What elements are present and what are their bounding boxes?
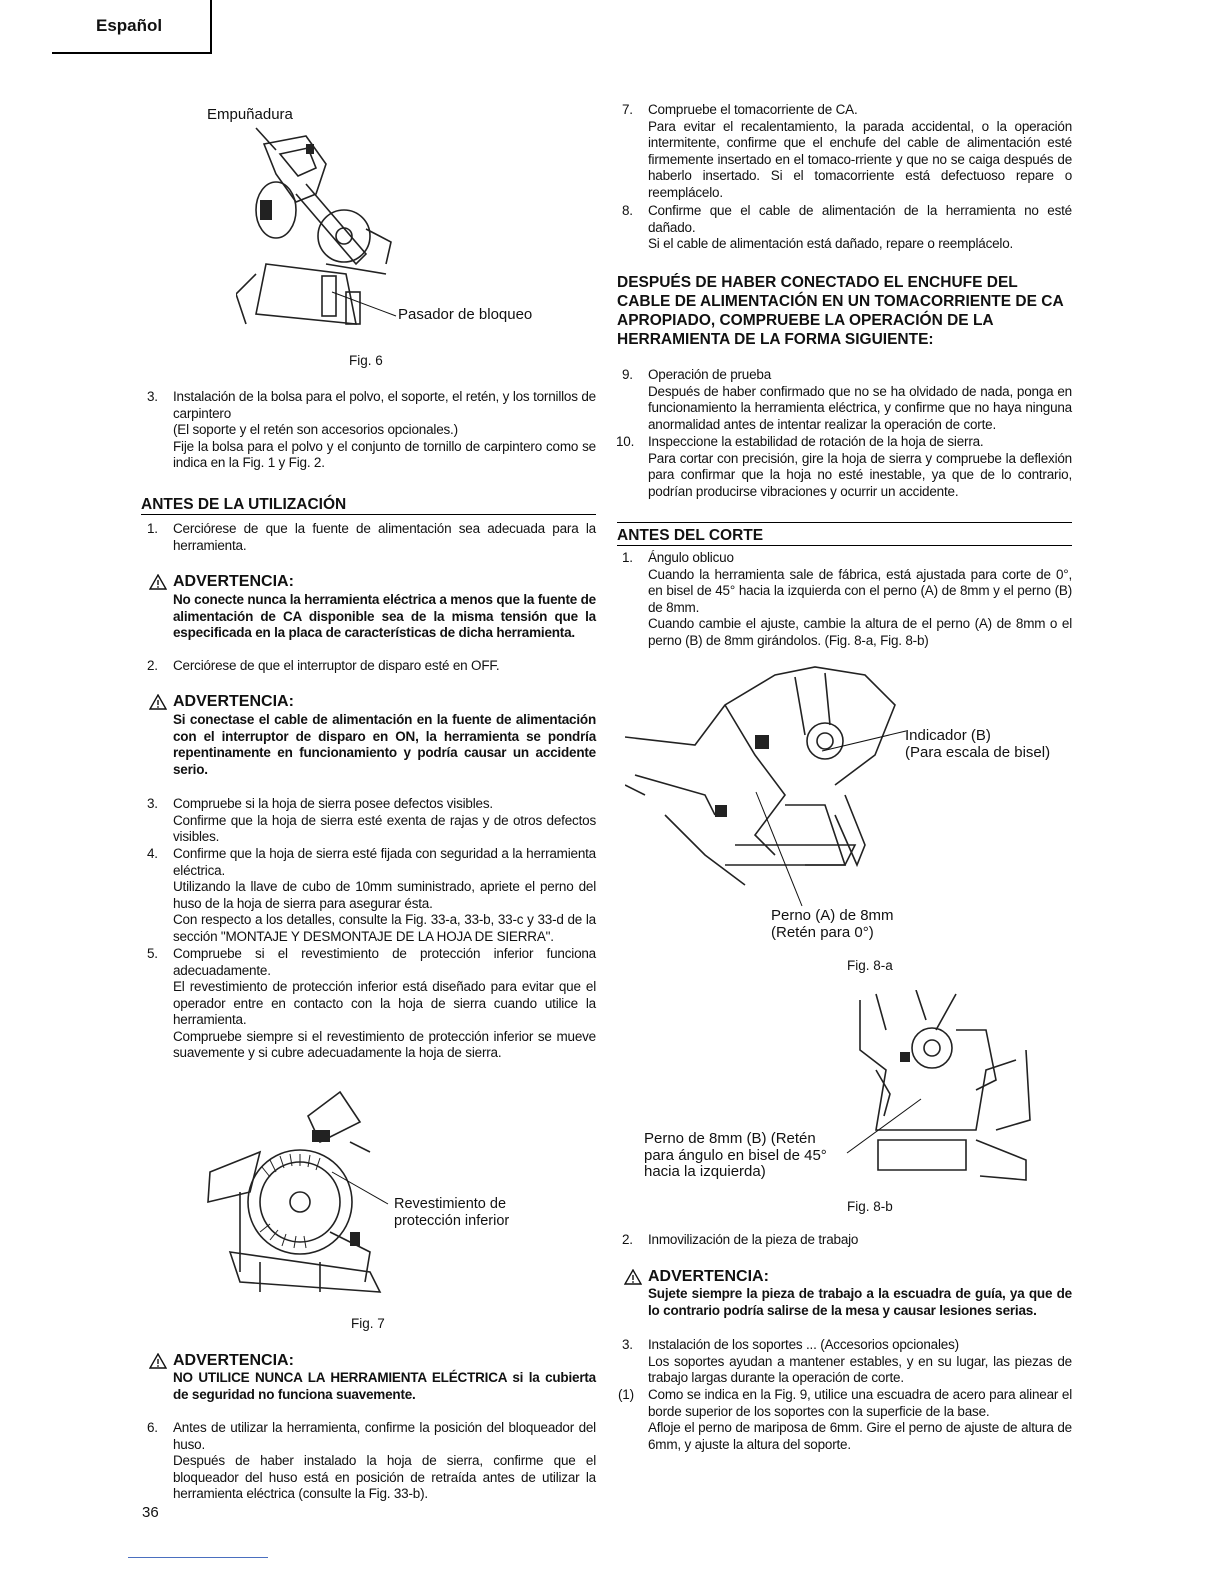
- item-number: 10.: [616, 434, 635, 449]
- item-number: 4.: [147, 846, 158, 861]
- item-text: Afloje el perno de mariposa de 6mm. Gire el perno de ajuste de altura de 6mm, y ajuste la altura del soporte.: [648, 1420, 1072, 1452]
- warning-text: Si conectase el cable de alimentación en la fuente de alimentación con el interruptor de disparo en ON, la herramienta se pondría repentinamente en funcionamiento y podría causar un accidente serio.: [173, 712, 596, 777]
- item-text: (El soporte y el retén son accesorios opcionales.): [173, 422, 458, 437]
- fig8a-bolt-label: [771, 907, 894, 941]
- item-number: 5.: [147, 946, 158, 961]
- fig8b-caption: Fig. 8-b: [847, 1199, 893, 1214]
- list-item: [147, 658, 596, 675]
- fig7-guard-leader: [330, 1170, 392, 1210]
- item-text: Inmovilización de la pieza de trabajo: [648, 1232, 859, 1247]
- list-item: [147, 946, 596, 1062]
- fig8b-bolt-label-line: Perno de 8mm (B) (Retén: [644, 1130, 816, 1147]
- list-item: [147, 846, 596, 945]
- warning-triangle-icon: [149, 574, 167, 590]
- list-item: [622, 1337, 1072, 1387]
- item-text: Como se indica en la Fig. 9, utilice una escuadra de acero para alinear el borde superior de los soportes con la superficie de la base.: [648, 1387, 1072, 1419]
- item-text: Cuando la herramienta sale de fábrica, está ajustada para corte de 0°, en bisel de 45° hacia la izquierda con el perno (A) de 8mm y el perno (B) de 8mm.: [648, 566, 1072, 615]
- item-text: El revestimiento de protección inferior está diseñado para evitar que el operador entre en contacto con la hoja de sierra cuando utilice la herramienta.: [173, 979, 596, 1027]
- fig7-caption: Fig. 7: [351, 1316, 385, 1331]
- item-text: Confirme que la hoja de sierra esté fijada con seguridad a la herramienta eléctrica.: [173, 846, 596, 878]
- item-text: Para cortar con precisión, gire la hoja de sierra y compruebe la deflexión para confirmar que la hoja no esté inestable, ya que de lo contrario, podrían producirse vibraciones y ocurrir un accidente.: [648, 450, 1072, 499]
- fig7-guard-label-line: Revestimiento de: [394, 1196, 507, 1212]
- item-number: 7.: [622, 102, 633, 117]
- warning-heading: [624, 1268, 769, 1286]
- after-connect-heading: DESPUÉS DE HABER CONECTADO EL ENCHUFE DEL CABLE DE ALIMENTACIÓN EN UN TOMACORRIENTE DE CA APROPIADO, COMPRUEBE LA OPERACIÓN DE LA HERRAMIENTA DE LA FORMA SIGUIENTE:: [617, 274, 1064, 348]
- fig8b-bolt-leader: [845, 1095, 925, 1157]
- list-item: [622, 203, 1072, 253]
- list-item: [622, 102, 1072, 201]
- item-text: Los soportes ayudan a mantener estables, y en su lugar, las piezas de trabajo largas durante la operación de corte.: [648, 1353, 1072, 1385]
- item-number: 6.: [147, 1420, 158, 1435]
- item-number: 3.: [147, 796, 158, 811]
- fig6-pin-label: Pasador de bloqueo: [398, 306, 533, 323]
- warning-text: Sujete siempre la pieza de trabajo a la escuadra de guía, ya que de lo contrario podría salirse de la mesa y causar lesiones serias.: [648, 1286, 1072, 1318]
- fig6-caption: Fig. 6: [349, 353, 383, 368]
- list-item: [616, 434, 1072, 500]
- section-heading-antes-corte: ANTES DEL CORTE: [617, 527, 1072, 546]
- language-tab: [52, 0, 212, 54]
- item-text: Cerciórese de que el interruptor de disparo esté en OFF.: [173, 658, 500, 673]
- item-number: 3.: [622, 1337, 633, 1352]
- list-item: [147, 796, 596, 846]
- item-text: Cuando cambie el ajuste, cambie la altura de el perno (A) de 8mm o el perno (B) de 8mm girándolos. (Fig. 8-a, Fig. 8-b): [648, 616, 1072, 648]
- item-text: Instalación de la bolsa para el polvo, el soporte, el retén, y los tornillos de carpintero: [173, 389, 596, 421]
- item-text: Antes de utilizar la herramienta, confirme la posición del bloqueador del huso.: [173, 1420, 596, 1452]
- item-text: Confirme que el cable de alimentación de la herramienta no esté dañado.: [648, 203, 1072, 235]
- list-item: [147, 521, 596, 554]
- item-text: Inspeccione la estabilidad de rotación de la hoja de sierra.: [648, 434, 984, 449]
- item-number: (1): [618, 1387, 634, 1402]
- warning-title: ADVERTENCIA:: [173, 1352, 294, 1369]
- warning-text: No conecte nunca la herramienta eléctrica a menos que la fuente de alimentación de CA disponible sea de la misma tensión que la especificada en la placa de características de dicha herramienta.: [173, 592, 596, 640]
- item-number: 1.: [622, 550, 633, 565]
- item-text: Utilizando la llave de cubo de 10mm suministrado, apriete el perno del huso de la hoja de sierra para asegurar ésta.: [173, 879, 596, 911]
- list-item: [147, 1420, 596, 1503]
- fig8b-bolt-label-line: hacia la izquierda): [644, 1163, 766, 1180]
- item-number: 8.: [622, 203, 633, 218]
- warning-triangle-icon: [624, 1269, 642, 1285]
- section-heading-antes-utilizacion: ANTES DE LA UTILIZACIÓN: [141, 496, 596, 515]
- warning-heading: [149, 693, 294, 711]
- item-text: Con respecto a los detalles, consulte la Fig. 33-a, 33-b, 33-c y 33-d de la sección "MONTAJE Y DESMONTAJE DE LA HOJA DE SIERRA".: [173, 912, 596, 944]
- fig8b-bevel-illustration: [856, 990, 1036, 1190]
- fig8a-indicator-label-line: Indicador (B): [905, 727, 991, 744]
- item-text: Compruebe si el revestimiento de protección inferior funciona adecuadamente.: [173, 946, 596, 978]
- item-number: 2.: [622, 1232, 633, 1247]
- item-text: Compruebe si la hoja de sierra posee defectos visibles.: [173, 796, 493, 811]
- fig8a-caption: Fig. 8-a: [847, 958, 893, 973]
- item-text: Compruebe siempre si el revestimiento de protección inferior se mueve suavemente y si cubre adecuadamente la hoja de sierra.: [173, 1028, 596, 1060]
- item-text: Cerciórese de que la fuente de alimentación sea adecuada para la herramienta.: [173, 521, 596, 553]
- fig8a-indicator-label-line: (Para escala de bisel): [905, 744, 1051, 761]
- fig7-guard-label: [394, 1196, 509, 1230]
- warning-triangle-icon: [149, 694, 167, 710]
- list-item: [147, 389, 596, 472]
- warning-title: ADVERTENCIA:: [648, 1268, 769, 1285]
- item-number: 2.: [147, 658, 158, 673]
- item-text: Confirme que la hoja de sierra esté exenta de rajas y de otros defectos visibles.: [173, 812, 596, 844]
- warning-text: NO UTILICE NUNCA LA HERRAMIENTA ELÉCTRICA si la cubierta de seguridad no funciona suavemente.: [173, 1370, 596, 1402]
- fig8a-indicator-label: [905, 727, 1050, 761]
- item-number: 9.: [622, 367, 633, 382]
- item-number: 3.: [147, 389, 158, 404]
- warning-title: ADVERTENCIA:: [173, 573, 294, 590]
- fig6-handle-label: Empuñadura: [207, 106, 293, 123]
- warning-title: ADVERTENCIA:: [173, 693, 294, 710]
- fig8b-bolt-label-line: para ángulo en bisel de 45°: [644, 1146, 827, 1164]
- item-text: Operación de prueba: [648, 367, 772, 382]
- item-text: Después de haber confirmado que no se ha olvidado de nada, ponga en funcionamiento la herramienta eléctrica, y confirme que no haya ninguna anormalidad antes de intentar realizar la operación de corte.: [648, 383, 1072, 432]
- list-item: [622, 550, 1072, 649]
- warning-triangle-icon: [149, 1353, 167, 1369]
- warning-heading: [149, 573, 294, 591]
- warning-heading: [149, 1352, 294, 1370]
- fig8a-indicator-leader: [820, 725, 910, 755]
- item-text: Fije la bolsa para el polvo y el conjunto de tornillo de carpintero como se indica en la Fig. 1 y Fig. 2.: [173, 438, 596, 470]
- item-text: Compruebe el tomacorriente de CA.: [648, 102, 858, 117]
- item-text: Después de haber instalado la hoja de sierra, confirme que el bloqueador del huso está en posición de retraída antes de utilizar la herramienta eléctrica (consulte la Fig. 33-b).: [173, 1453, 596, 1501]
- item-text: Para evitar el recalentamiento, la parada accidental, o la operación intermitente, confirme que el enchufe del cable de alimentación esté firmemente insertado en el tomaco-rriente y que no se caiga después de haberlo insertado. Si el tomacorriente está defectuoso repare o reemplácelo.: [648, 118, 1072, 200]
- list-item: [622, 367, 1072, 433]
- item-number: 1.: [147, 521, 158, 536]
- list-item: [622, 1232, 1072, 1249]
- fig6-pin-leader: [330, 290, 400, 320]
- fig8a-bolt-label-line: (Retén para 0°): [771, 924, 874, 941]
- language-label: Español: [96, 16, 163, 35]
- item-text: Ángulo oblicuo: [648, 550, 734, 565]
- footer-rule: [128, 1557, 268, 1558]
- item-text: Si el cable de alimentación está dañado, repare o reemplácelo.: [648, 236, 1014, 251]
- page-number: 36: [142, 1504, 159, 1521]
- fig8a-bolt-leader: [752, 790, 812, 910]
- fig8a-bolt-label-line: Perno (A) de 8mm: [771, 907, 894, 924]
- list-item: [618, 1387, 1072, 1453]
- fig8b-bolt-label: [644, 1131, 827, 1181]
- section-top-rule: [617, 522, 1072, 523]
- fig7-guard-label-line: protección inferior: [394, 1213, 510, 1229]
- item-text: Instalación de los soportes ... (Accesorios opcionales): [648, 1337, 959, 1352]
